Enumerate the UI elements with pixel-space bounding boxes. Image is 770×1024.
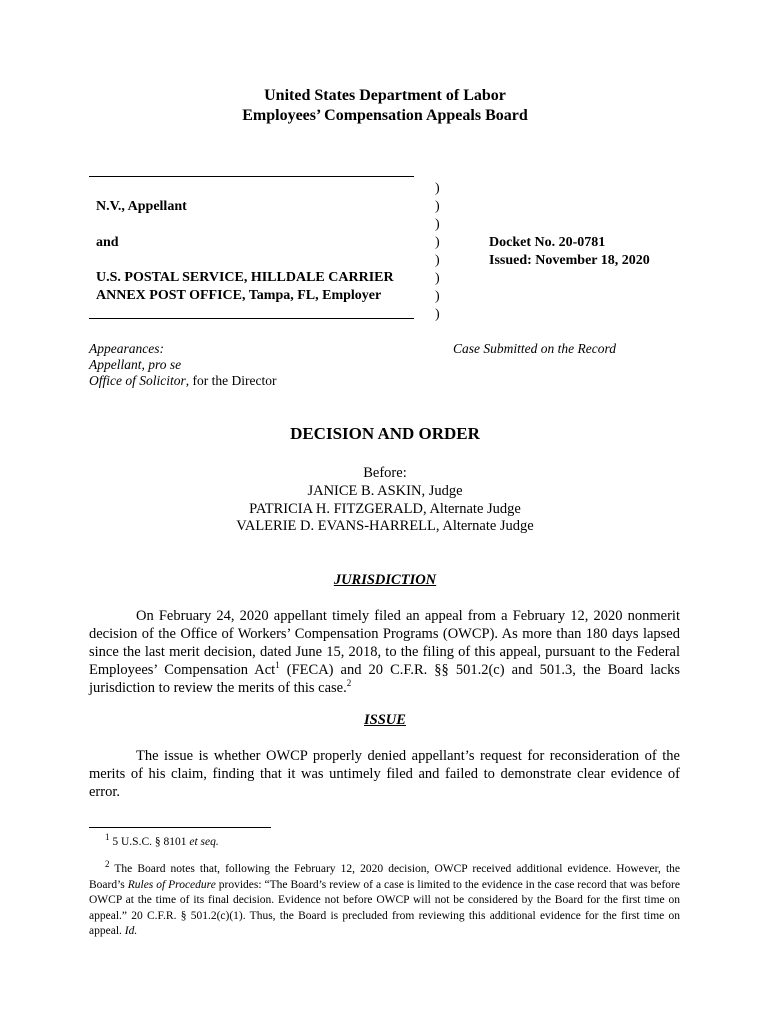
appearances-label: Appearances: [89, 341, 164, 356]
jurisdiction-heading: JURISDICTION [333, 572, 437, 588]
footnote-2 [89, 859, 680, 940]
issued-date: Issued: November 18, 2020 [489, 253, 650, 268]
caption-paren: ) [435, 253, 440, 268]
jurisdiction-paragraph [89, 607, 680, 697]
footnote-2-ital: Rules of Procedure [127, 878, 216, 891]
board-title: Employees’ Compensation Appeals Board [242, 107, 528, 124]
caption-bottom-rule [89, 318, 414, 319]
caption-paren: ) [435, 307, 440, 322]
jurisdiction-text-a: On February 24, 2020 appellant timely filed an appeal from a February 12, 2020 nonmerit decision of the Office of Workers’ Compensation Programs (OWCP). As more than 180 days lapsed since the last merit decision, dated June 15, 2018, to the filing of this appeal, pursuant to the Federal Employees’ Compensation Act [89, 608, 680, 678]
employer-line-1: U.S. POSTAL SERVICE, HILLDALE CARRIER [96, 270, 394, 285]
caption-paren: ) [435, 217, 440, 232]
footnote-1-ref: 1 [275, 660, 280, 671]
footnote-1 [89, 832, 680, 851]
footnote-2-text-b: provides: “The Board’s review of a case is limited to the evidence in the case record that was before OWCP at the time of its final decision. Evidence not before OWCP will not be considered by the Board for the first time on appeal.” 20 C.F.R. § 501.2(c)(1). Thus, the Board is precluded from reviewing this additional evidence for the first time on appeal. [89, 878, 680, 937]
decision-title: DECISION AND ORDER [290, 424, 480, 443]
agency-title: United States Department of Labor [264, 87, 506, 104]
issue-paragraph [89, 747, 680, 801]
docket-number: Docket No. 20-0781 [489, 235, 606, 250]
caption-paren: ) [435, 181, 440, 196]
caption-paren: ) [435, 271, 440, 286]
caption-paren: ) [435, 289, 440, 304]
office-appearance [89, 373, 276, 389]
issue-text: The issue is whether OWCP properly denied appellant’s request for reconsideration of the merits of his claim, finding that it was untimely filed and failed to demonstrate clear evidence of error. [89, 748, 680, 800]
caption-paren: ) [435, 199, 440, 214]
caption-paren: ) [435, 235, 440, 250]
appellant-name: N.V., Appellant [96, 199, 187, 214]
footnote-2-text-a: The Board notes that, following the February 12, 2020 decision, OWCP received additional evidence. However, the Board’s [89, 863, 680, 891]
employer-line-2: ANNEX POST OFFICE, Tampa, FL, Employer [96, 288, 382, 303]
office-of-solicitor: Office of Solicitor [89, 373, 186, 388]
judge-2: PATRICIA H. FITZGERALD, Alternate Judge [249, 501, 521, 517]
judge-3: VALERIE D. EVANS-HARRELL, Alternate Judge [236, 518, 534, 534]
appellant-appearance: Appellant, pro se [89, 357, 182, 372]
footnote-2-mark: 2 [105, 859, 110, 870]
footnote-2-id: Id. [124, 925, 138, 937]
case-submitted: Case Submitted on the Record [453, 341, 616, 356]
office-suffix: , for the Director [185, 373, 277, 388]
footnote-rule [89, 827, 271, 828]
issue-heading: ISSUE [364, 712, 406, 728]
judge-1: JANICE B. ASKIN, Judge [307, 483, 463, 499]
jurisdiction-text-b: (FECA) and 20 C.F.R. §§ 501.2(c) and 501.3, the Board lacks jurisdiction to review the merits of this case. [89, 662, 681, 696]
before-label: Before: [363, 465, 407, 481]
caption-top-rule [89, 176, 414, 177]
footnote-1-ital: et seq. [189, 836, 219, 848]
footnote-1-text: 5 U.S.C. § 8101 [109, 836, 190, 848]
footnote-1-mark: 1 [105, 832, 110, 843]
caption-and: and [96, 235, 119, 250]
footnote-2-ref: 2 [346, 678, 352, 689]
